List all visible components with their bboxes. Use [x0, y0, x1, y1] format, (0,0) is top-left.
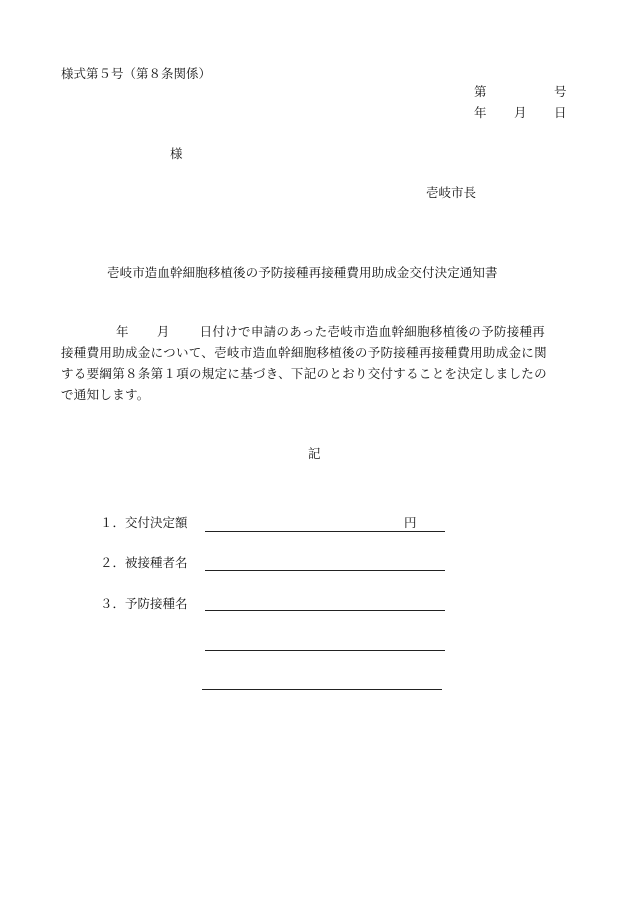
form-number: 様式第５号（第８条関係） [61, 66, 212, 81]
date-day-label: 日 [554, 105, 567, 120]
body-line-1-text: 日付けで申請のあった壱岐市造血幹細胞移植後の予防接種再 [199, 324, 546, 339]
sender-name: 壱岐市長 [426, 185, 477, 200]
body-paragraph-line-3: する要綱第８条第１項の規定に基づき、下記のとおり交付することを決定しましたの [61, 366, 547, 381]
body-year-label: 年 [116, 324, 129, 339]
body-month-label: 月 [156, 324, 170, 339]
vaccination-name-field-line-3 [202, 689, 442, 690]
grant-amount-field-line [205, 531, 445, 532]
document-number-prefix: 第 [474, 84, 487, 99]
vaccination-name-label: ３．予防接種名 [100, 596, 188, 611]
body-paragraph-line-2: 接種費用助成金について、壱岐市造血幹細胞移植後の予防接種再接種費用助成金に関 [61, 345, 547, 360]
date-year-label: 年 [474, 105, 487, 120]
date-month-label: 月 [514, 105, 527, 120]
document-title: 壱岐市造血幹細胞移植後の予防接種再接種費用助成金交付決定通知書 [107, 265, 498, 280]
body-paragraph-line-4: で通知します。 [61, 387, 150, 402]
yen-unit: 円 [404, 515, 417, 530]
body-paragraph-line-1 [61, 324, 545, 340]
vaccinee-name-label: ２．被接種者名 [100, 555, 188, 570]
vaccination-name-field-line-1 [205, 610, 445, 611]
document-number-suffix: 号 [554, 84, 567, 99]
ki-heading: 記 [308, 446, 321, 461]
grant-amount-label: １．交付決定額 [100, 515, 188, 530]
addressee-honorific: 様 [170, 146, 183, 161]
vaccination-name-field-line-2 [205, 650, 445, 651]
vaccinee-name-field-line [205, 570, 445, 571]
